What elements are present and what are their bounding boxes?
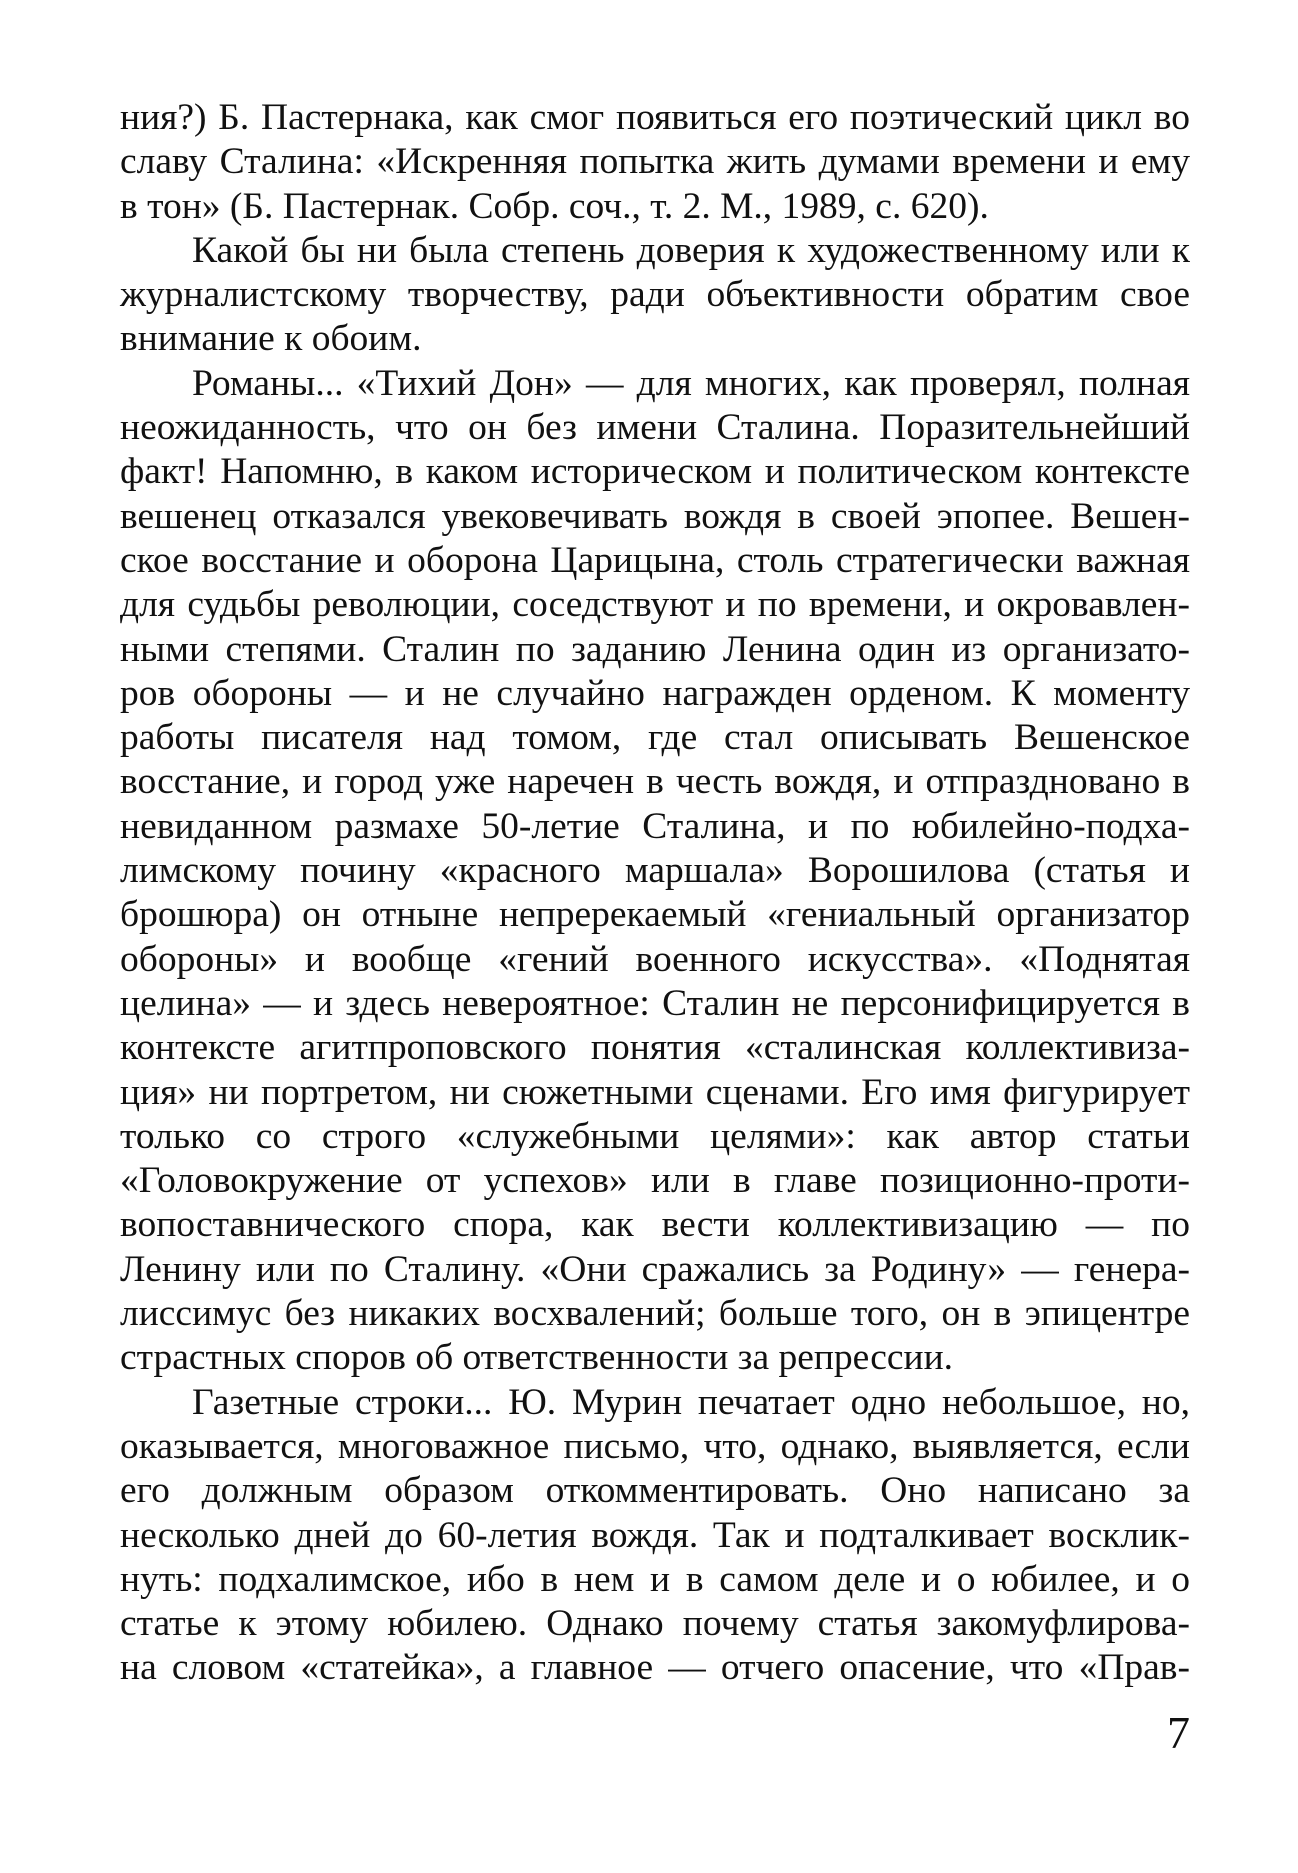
text-line: его должным образом откомментировать. Оно написано за xyxy=(120,1470,1190,1512)
text-line: внимание к обоим. xyxy=(120,318,422,360)
text-line: ское восстание и оборона Царицына, столь стратегически важная xyxy=(120,539,1190,581)
text-line: на словом «статейка», а главное — отчего опасение, что «Прав- xyxy=(120,1647,1190,1689)
text-line: Ленину или по Сталину. «Они сражались за Родину» — генера- xyxy=(120,1248,1190,1290)
paragraph xyxy=(120,1381,1190,1691)
text-line: славу Сталина: «Искренняя попытка жить думами времени и ему xyxy=(120,141,1190,183)
text-line: контексте агитпроповского понятия «сталинская коллективиза- xyxy=(120,1027,1190,1069)
text-line: лимскому почину «красного маршала» Ворошилова (статья и xyxy=(120,850,1190,892)
text-line: Романы... «Тихий Дон» — для многих, как проверял, полная xyxy=(192,362,1190,404)
text-line: ров обороны — и не случайно награжден орденом. К моменту xyxy=(120,672,1190,714)
text-line: вешенец отказался увековечивать вождя в своей эпопее. Вешен- xyxy=(120,495,1190,537)
paragraph xyxy=(120,229,1190,362)
text-line: страстных споров об ответственности за репрессии. xyxy=(120,1337,954,1379)
text-line: «Головокружение от успехов» или в главе позиционно-проти- xyxy=(120,1160,1190,1202)
text-line: ция» ни портретом, ни сюжетными сценами. Его имя фигурирует xyxy=(120,1071,1190,1113)
text-line: несколько дней до 60-летия вождя. Так и подталкивает восклик- xyxy=(120,1514,1190,1556)
text-line: восстание, и город уже наречен в честь вождя, и отпраздновано в xyxy=(120,761,1190,803)
text-line: обороны» и вообще «гений военного искусства». «Поднятая xyxy=(120,938,1190,980)
text-line: факт! Напомню, в каком историческом и политическом контексте xyxy=(120,451,1190,493)
text-line: в тон» (Б. Пастернак. Собр. соч., т. 2. М., 1989, с. 620). xyxy=(120,185,989,227)
text-line: Газетные строки... Ю. Мурин печатает одно небольшое, но, xyxy=(192,1381,1190,1423)
text-line: только со строго «служебными целями»: как автор статьи xyxy=(120,1115,1190,1157)
text-line: неожиданность, что он без имени Сталина. Поразительнейший xyxy=(120,407,1190,449)
text-line: нуть: подхалимское, ибо в нем и в самом деле и о юбилее, и о xyxy=(120,1558,1190,1600)
text-line: журналистскому творчеству, ради объективности обратим свое xyxy=(120,274,1190,316)
paragraph xyxy=(120,96,1190,229)
text-line: лиссимус без никаких восхвалений; больше того, он в эпицентре xyxy=(120,1293,1190,1335)
text-line: брошюра) он отныне непререкаемый «гениальный организатор xyxy=(120,894,1190,936)
text-line: целина» — и здесь невероятное: Сталин не персонифицируется в xyxy=(120,982,1190,1024)
paragraph xyxy=(120,362,1190,1381)
text-line: ния?) Б. Пастернака, как смог появиться его поэтический цикл во xyxy=(120,97,1190,138)
text-line: невиданном размахе 50-летие Сталина, и по юбилейно-подха- xyxy=(120,805,1190,847)
text-line: Какой бы ни была степень доверия к художественному или к xyxy=(192,229,1190,271)
page-body xyxy=(120,96,1190,1691)
text-line: работы писателя над томом, где стал описывать Вешенское xyxy=(120,717,1190,759)
text-line: ными степями. Сталин по заданию Ленина один из организато- xyxy=(120,628,1190,670)
text-line: оказывается, многоважное письмо, что, однако, выявляется, если xyxy=(120,1425,1190,1467)
text-line: статье к этому юбилею. Однако почему статья закомуфлирова- xyxy=(120,1603,1190,1645)
page-number: 7 xyxy=(1167,1707,1190,1758)
text-line: вопоставнического спора, как вести коллективизацию — по xyxy=(120,1204,1190,1246)
text-line: для судьбы революции, соседствуют и по времени, и окровавлен- xyxy=(120,584,1190,626)
